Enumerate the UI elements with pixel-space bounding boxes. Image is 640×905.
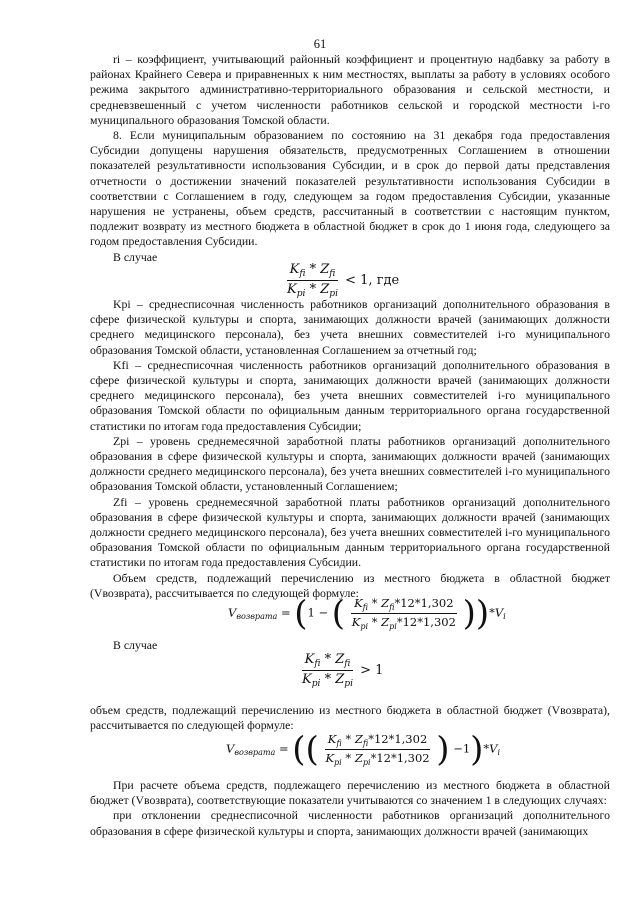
paragraph-8: 8. Если муниципальным образованием по состоянию на 31 декабря года предоставления Субсидии допущены нарушения обязательств, предусмотренных Соглашением в отношении показателей результативности использования Субсидии, и в срок до первой даты представления отчетности о достижении значений показателей результативности использования Субсидии в соответствии с Соглашением в году, следующем за годом предоставления Субсидии, указанные нарушения не устранены, объем средств, рассчитанный в соответствии с настоящим пунктом, подлежит возврату из местного бюджета в областной бюджет в срок до 1 июня года, следующего за годом предоставления Субсидии. xyxy=(90,128,610,249)
formula-fraction: $\frac{K_{fi} * Z_{fi}}{K_{pi} * Z_{pi}}$ xyxy=(287,262,338,300)
formula-fraction: $\frac{K_{fi} * Z_{fi}*12*1,302}{K_{pi} * Z_{pi}*12*1,302}$ xyxy=(325,732,430,767)
text-block-in-case-2 xyxy=(90,638,610,653)
paragraph-volume: Объем средств, подлежащий перечислению из местного бюджета в областной бюджет (Vвозврата), рассчитывается по следующей формуле: xyxy=(90,570,610,600)
formula-relation: > 1 xyxy=(360,663,384,679)
paragraph-kpi: Kpi – среднесписочная численность работников организаций дополнительного образования в сфере физической культуры и спорта, занимающих должности врачей (занимающих должности среднего медицинского персонала), без учета внешних совместителей i-го муниципального образования Томской области, установленная Соглашением за отчетный год; xyxy=(90,297,610,357)
paragraph-volume-2: объем средств, подлежащий перечислению из местного бюджета в областной бюджет (Vвозврата), рассчитывается по следующей формуле: xyxy=(90,703,610,733)
formula-fraction: $\frac{K_{fi} * Z_{fi}}{K_{pi} * Z_{pi}}$ xyxy=(302,652,353,690)
text-block-bottom xyxy=(90,778,610,839)
paragraph-deviation: при отклонении среднесписочной численности работников организаций дополнительного образования в сфере физической культуры и спорта, занимающих должности врачей (занимающих xyxy=(90,808,610,838)
formula-ratio-less-one xyxy=(284,262,399,299)
formula-ratio-greater-one xyxy=(299,652,383,689)
formula-return-less: $V_{возврата} = (1$ − ( $\frac{K_{fi} * Z_{fi}*12*1,302}{K_{pi} * Z_{pi}*12*1,302}$ ))$*V_i$ xyxy=(228,593,506,634)
paragraph-ri: ri – коэффициент, учитывающий районный коэффициент и процентную надбавку за работу в районах Крайнего Севера и приравненных к ним местностях, выплаты за работу в условиях особого режима закрытого административно-территориального образования и сельской местности, и средневзвешенный с учетом численности работников сельской и городской местности i-го муниципального образования Томской области. xyxy=(90,52,610,127)
paragraph-in-case: В случае xyxy=(113,249,158,264)
paragraph-in-case-2: В случае xyxy=(113,638,158,652)
text-block-top xyxy=(90,52,610,265)
formula-fraction: $\frac{K_{fi} * Z_{fi}*12*1,302}{K_{pi} * Z_{pi}*12*1,302}$ xyxy=(351,596,456,631)
text-block-mid xyxy=(90,297,610,601)
formula-relation: < 1, где xyxy=(345,273,400,289)
paragraph-zpi: Zpi – уровень среднемесячной заработной платы работников организаций дополнительного образования в сфере физической культуры и спорта, занимающих должности врачей (занимающих должности среднего медицинского персонала), без учета внешних совместителей i-го муниципального образования Томской области, установленный Соглашением; xyxy=(90,433,610,494)
page-number: 61 xyxy=(313,37,327,51)
paragraph-zfi: Zfi – уровень среднемесячной заработной платы работников организаций дополнительного образования в сфере физической культуры и спорта, занимающих должности врачей (занимающих должности среднего медицинского персонала), без учета внешних совместителей i-го муниципального образования Томской области по официальным данным территориального органа государственной статистики по итогам года предоставления Субсидии. xyxy=(90,494,610,570)
paragraph-kfi: Kfi – среднесписочная численность работников организаций дополнительного образования в сфере физической культуры и спорта, занимающих должности врачей (занимающих должности среднего медицинского персонала), без учета внешних совместителей i-го муниципального образования Томской области по официальным данным территориального органа государственной статистики по итогам года предоставления Субсидии; xyxy=(90,357,610,433)
formula-return-greater: $V_{возврата}$ = (( $\frac{K_{fi} * Z_{fi}*12*1,302}{K_{pi} * Z_{pi}*12*1,302}$ ) $-1)*V_i$ xyxy=(226,729,501,770)
text-block-after3 xyxy=(90,703,610,733)
paragraph-calc: При расчете объема средств, подлежащего перечислению из местного бюджета в областной бюджет (Vвозврата), соответствующие показатели учитываются со значением 1 в следующих случаях: xyxy=(90,778,610,808)
